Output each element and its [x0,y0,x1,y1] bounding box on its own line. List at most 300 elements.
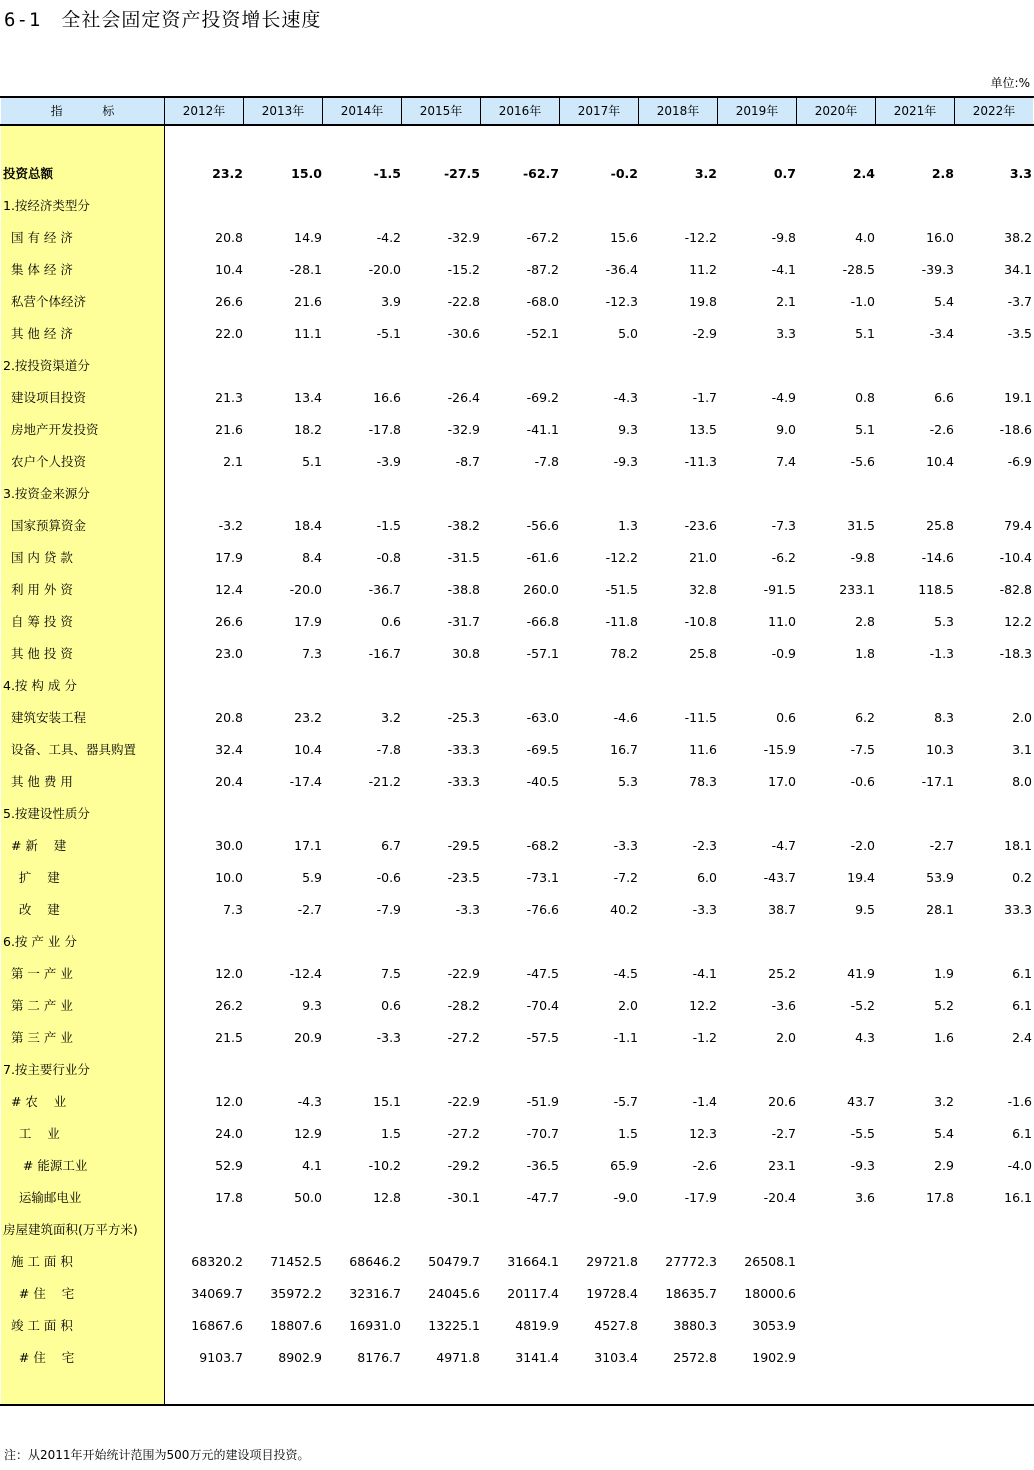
row-value: -9.8 [771,230,796,245]
row-value: -25.3 [447,710,480,725]
row-value: 16.7 [610,742,638,757]
row-value: -12.2 [605,550,638,565]
row-value: -31.7 [447,614,480,629]
footnote: 注：从2011年开始统计范围为500万元的建设项目投资。 [4,1448,310,1462]
row-value: -27.5 [443,166,480,181]
row-value: -38.8 [447,582,480,597]
row-label: 国 内 贷 款 [3,550,73,565]
table-row [0,1086,1034,1118]
row-value: 4819.9 [515,1318,559,1333]
row-value: 3053.9 [752,1318,796,1333]
row-value: -23.5 [447,870,480,885]
row-value: -47.7 [526,1190,559,1205]
row-value: -43.7 [763,870,796,885]
row-value: 2.0 [618,998,638,1013]
row-value: 12.9 [294,1126,322,1141]
row-value: 3.2 [381,710,401,725]
row-label: # 住 宅 [3,1350,75,1365]
row-value: -15.9 [763,742,796,757]
row-value: -68.2 [526,838,559,853]
row-label: 施 工 面 积 [3,1254,73,1269]
row-value: -31.5 [447,550,480,565]
header-year: 2018年 [639,98,718,124]
row-value: -3.2 [218,518,243,533]
row-value: 3103.4 [594,1350,638,1365]
row-label: 房屋建筑面积(万平方米) [3,1222,138,1237]
row-value: -7.3 [771,518,796,533]
row-value: -15.2 [447,262,480,277]
row-label: 私营个体经济 [3,294,86,309]
row-value: -1.6 [1007,1094,1032,1109]
table-row [0,1214,1034,1246]
row-label: 其 他 投 资 [3,646,73,661]
row-value: -91.5 [763,582,796,597]
row-label: # 住 宅 [3,1286,75,1301]
row-value: -2.9 [692,326,717,341]
row-value: -11.8 [605,614,638,629]
row-label: 自 筹 投 资 [3,614,73,629]
table-row [0,926,1034,958]
row-value: -57.5 [526,1030,559,1045]
row-value: -22.9 [447,966,480,981]
row-value: 10.4 [294,742,322,757]
row-value: -17.1 [921,774,954,789]
row-value: -3.3 [613,838,638,853]
row-value: -5.2 [850,998,875,1013]
row-value: -9.3 [850,1158,875,1173]
row-value: 32316.7 [349,1286,401,1301]
row-value: 50.0 [294,1190,322,1205]
table-number: 6-1 [4,9,42,31]
table-row [0,542,1034,574]
table-body [0,158,1034,1374]
row-value: -18.6 [999,422,1032,437]
row-value: 2.8 [931,166,954,181]
row-value: 1.3 [618,518,638,533]
row-value: 11.0 [768,614,796,629]
row-value: 2572.8 [673,1350,717,1365]
row-value: -69.5 [526,742,559,757]
table-row [0,510,1034,542]
row-value: -12.2 [684,230,717,245]
row-value: -7.9 [376,902,401,917]
row-value: 6.7 [381,838,401,853]
table-row [0,1310,1034,1342]
row-label: 4.按 构 成 分 [3,678,77,693]
row-value: -66.8 [526,614,559,629]
row-value: 19.4 [847,870,875,885]
row-value: -21.2 [368,774,401,789]
row-value: -67.2 [526,230,559,245]
row-value: -2.3 [692,838,717,853]
row-value: 7.5 [381,966,401,981]
row-value: -40.5 [526,774,559,789]
table-row [0,1054,1034,1086]
row-value: 1.5 [381,1126,401,1141]
row-value: -16.7 [368,646,401,661]
row-value: -38.2 [447,518,480,533]
row-value: 260.0 [523,582,559,597]
row-value: 22.0 [215,326,243,341]
row-value: 27772.3 [665,1254,717,1269]
row-value: 20117.4 [507,1286,559,1301]
row-value: -51.5 [605,582,638,597]
row-label: # 农 业 [3,1094,67,1109]
table-row [0,894,1034,926]
table-row [0,286,1034,318]
row-value: 8.3 [934,710,954,725]
row-value: 26.6 [215,294,243,309]
row-label: 利 用 外 资 [3,582,73,597]
row-value: 2.1 [223,454,243,469]
row-value: -3.5 [1007,326,1032,341]
row-value: 32.4 [215,742,243,757]
row-value: 5.1 [855,422,875,437]
row-value: -7.8 [534,454,559,469]
table-row [0,446,1034,478]
table-row [0,830,1034,862]
row-value: -4.9 [771,390,796,405]
row-value: -3.3 [376,1030,401,1045]
row-value: 79.4 [1004,518,1032,533]
table-row [0,1022,1034,1054]
row-value: -29.5 [447,838,480,853]
row-label: 建筑安装工程 [3,710,86,725]
table-row [0,702,1034,734]
row-value: 68320.2 [191,1254,243,1269]
row-value: 23.2 [294,710,322,725]
row-value: 16.0 [926,230,954,245]
row-value: -32.9 [447,422,480,437]
row-value: -4.2 [376,230,401,245]
header-year: 2017年 [560,98,639,124]
header-year: 2020年 [797,98,876,124]
row-label: 3.按资金来源分 [3,486,90,501]
row-value: -3.4 [929,326,954,341]
row-label: 2.按投资渠道分 [3,358,90,373]
row-value: 34069.7 [191,1286,243,1301]
row-value: -11.5 [684,710,717,725]
row-value: 20.9 [294,1030,322,1045]
row-value: 31664.1 [507,1254,559,1269]
row-label: 运输邮电业 [3,1190,82,1205]
table-row [0,1182,1034,1214]
row-value: 2.4 [1012,1030,1032,1045]
header-year: 2012年 [165,98,244,124]
row-label: 5.按建设性质分 [3,806,90,821]
row-value: 5.2 [934,998,954,1013]
row-value: -1.4 [692,1094,717,1109]
row-value: 118.5 [918,582,954,597]
row-value: -36.4 [605,262,638,277]
row-value: 23.2 [212,166,243,181]
row-value: -57.1 [526,646,559,661]
row-value: -20.4 [763,1190,796,1205]
row-label: # 新 建 [3,838,67,853]
row-value: 43.7 [847,1094,875,1109]
row-value: 25.8 [926,518,954,533]
row-value: -5.6 [850,454,875,469]
row-value: 3880.3 [673,1318,717,1333]
row-value: 15.1 [373,1094,401,1109]
table-row [0,958,1034,990]
row-value: -52.1 [526,326,559,341]
row-value: -20.0 [368,262,401,277]
row-value: 9.5 [855,902,875,917]
row-value: -27.2 [447,1030,480,1045]
row-value: 6.1 [1012,1126,1032,1141]
row-value: 15.6 [610,230,638,245]
row-value: 12.8 [373,1190,401,1205]
row-label: 竣 工 面 积 [3,1318,73,1333]
row-value: -5.7 [613,1094,638,1109]
row-value: 53.9 [926,870,954,885]
row-value: -1.5 [373,166,401,181]
table-row [0,382,1034,414]
row-value: -6.2 [771,550,796,565]
row-value: 12.2 [1004,614,1032,629]
row-value: 4971.8 [436,1350,480,1365]
row-value: 23.1 [768,1158,796,1173]
row-value: 71452.5 [270,1254,322,1269]
row-value: -3.9 [376,454,401,469]
table-row [0,478,1034,510]
row-label: 农户个人投资 [3,454,86,469]
row-value: -1.3 [929,646,954,661]
table-row [0,414,1034,446]
row-label: 扩 建 [3,870,60,885]
row-value: -82.8 [999,582,1032,597]
row-value: -22.8 [447,294,480,309]
row-value: 50479.7 [428,1254,480,1269]
row-value: -2.6 [692,1158,717,1173]
header-bottom-border [0,124,1034,126]
table-row [0,574,1034,606]
row-value: 26.6 [215,614,243,629]
row-value: -20.0 [289,582,322,597]
row-label: 第 二 产 业 [3,998,73,1013]
row-value: -3.7 [1007,294,1032,309]
table-row [0,1150,1034,1182]
row-value: 34.1 [1004,262,1032,277]
page-title [4,5,321,32]
row-value: -87.2 [526,262,559,277]
table-row [0,638,1034,670]
row-value: -12.3 [605,294,638,309]
row-label: 工 业 [3,1126,60,1141]
row-value: -9.3 [613,454,638,469]
row-label: 改 建 [3,902,60,917]
row-value: 2.0 [1012,710,1032,725]
row-value: -4.0 [1007,1158,1032,1173]
row-value: 233.1 [839,582,875,597]
row-value: 31.5 [847,518,875,533]
row-value: 0.6 [381,614,401,629]
row-value: 19728.4 [586,1286,638,1301]
row-value: -41.1 [526,422,559,437]
table-row [0,734,1034,766]
row-value: 21.0 [689,550,717,565]
row-value: -62.7 [522,166,559,181]
row-value: -0.6 [850,774,875,789]
row-value: 20.8 [215,710,243,725]
row-value: -6.9 [1007,454,1032,469]
row-value: -4.1 [771,262,796,277]
row-value: 25.2 [768,966,796,981]
row-value: 4.1 [302,1158,322,1173]
row-value: 16867.6 [191,1318,243,1333]
row-value: 78.2 [610,646,638,661]
row-value: -29.2 [447,1158,480,1173]
table-row [0,670,1034,702]
row-value: -69.2 [526,390,559,405]
row-label: 投资总额 [3,166,54,181]
row-value: 8176.7 [357,1350,401,1365]
row-value: 8.4 [302,550,322,565]
row-value: -8.7 [455,454,480,469]
row-value: -10.8 [684,614,717,629]
table-row [0,990,1034,1022]
table-row [0,1246,1034,1278]
row-value: 7.3 [302,646,322,661]
table-row [0,862,1034,894]
row-value: -12.4 [289,966,322,981]
row-value: 17.9 [294,614,322,629]
row-value: 12.4 [215,582,243,597]
row-value: 13.4 [294,390,322,405]
row-value: 4.0 [855,230,875,245]
row-value: -61.6 [526,550,559,565]
row-value: 23.0 [215,646,243,661]
row-value: -32.9 [447,230,480,245]
row-value: 52.9 [215,1158,243,1173]
unit-label: 单位:% [990,76,1030,90]
row-label: 其 他 经 济 [3,326,73,341]
row-value: 3141.4 [515,1350,559,1365]
row-value: -28.1 [289,262,322,277]
row-value: 18.2 [294,422,322,437]
header-year: 2013年 [244,98,323,124]
row-value: -2.7 [771,1126,796,1141]
row-label: 设备、工具、器具购置 [3,742,136,757]
row-value: 10.4 [215,262,243,277]
row-value: 18807.6 [270,1318,322,1333]
row-value: 33.3 [1004,902,1032,917]
row-value: 7.4 [776,454,796,469]
row-value: 5.9 [302,870,322,885]
header-year: 2019年 [718,98,797,124]
row-value: 68646.2 [349,1254,401,1269]
row-value: 20.4 [215,774,243,789]
row-value: -63.0 [526,710,559,725]
table-row [0,222,1034,254]
row-value: 16.6 [373,390,401,405]
row-value: 3.1 [1012,742,1032,757]
row-value: -76.6 [526,902,559,917]
table-row [0,1278,1034,1310]
row-value: 5.1 [855,326,875,341]
row-value: -33.3 [447,742,480,757]
row-value: 5.3 [618,774,638,789]
row-value: 12.0 [215,1094,243,1109]
row-value: 3.9 [381,294,401,309]
row-value: 19.1 [1004,390,1032,405]
row-label: 国 有 经 济 [3,230,73,245]
row-value: -4.6 [613,710,638,725]
row-value: 10.0 [215,870,243,885]
header-indicator: 指 标 [1,98,165,124]
row-value: 5.1 [302,454,322,469]
row-value: 35972.2 [270,1286,322,1301]
row-value: 26.2 [215,998,243,1013]
row-value: 13.5 [689,422,717,437]
row-value: 3.2 [934,1094,954,1109]
row-value: 6.0 [697,870,717,885]
row-value: 6.2 [855,710,875,725]
row-value: 40.2 [610,902,638,917]
row-value: 30.0 [215,838,243,853]
row-value: 9.0 [776,422,796,437]
row-value: 10.3 [926,742,954,757]
row-value: 3.3 [776,326,796,341]
row-value: -36.5 [526,1158,559,1173]
row-value: -5.5 [850,1126,875,1141]
row-value: 2.1 [776,294,796,309]
row-value: 20.8 [215,230,243,245]
row-value: 14.9 [294,230,322,245]
table-title: 全社会固定资产投资增长速度 [61,9,322,31]
row-value: -9.8 [850,550,875,565]
row-value: -0.8 [376,550,401,565]
row-value: 3.3 [1009,166,1032,181]
row-value: -10.4 [999,550,1032,565]
row-value: 11.1 [294,326,322,341]
row-value: -47.5 [526,966,559,981]
row-value: -2.6 [929,422,954,437]
table-row [0,798,1034,830]
row-value: 17.1 [294,838,322,853]
row-value: 1.6 [934,1030,954,1045]
row-value: 10.4 [926,454,954,469]
row-value: 6.6 [934,390,954,405]
row-value: -73.1 [526,870,559,885]
row-value: -3.3 [455,902,480,917]
header-year: 2015年 [402,98,481,124]
row-value: -2.0 [850,838,875,853]
row-value: -39.3 [921,262,954,277]
row-value: -30.6 [447,326,480,341]
row-value: 9103.7 [199,1350,243,1365]
row-value: 1.9 [934,966,954,981]
row-value: 1902.9 [752,1350,796,1365]
row-value: 0.6 [381,998,401,1013]
row-value: -0.2 [610,166,638,181]
row-value: 5.0 [618,326,638,341]
row-value: 78.3 [689,774,717,789]
header-year: 2021年 [876,98,955,124]
row-value: -17.4 [289,774,322,789]
row-value: 11.2 [689,262,717,277]
row-value: -14.6 [921,550,954,565]
row-value: -23.6 [684,518,717,533]
header-year: 2016年 [481,98,560,124]
table-row [0,1118,1034,1150]
row-value: -5.1 [376,326,401,341]
row-value: -0.9 [771,646,796,661]
row-value: 26508.1 [744,1254,796,1269]
table-header [0,98,1034,124]
row-value: -1.1 [613,1030,638,1045]
